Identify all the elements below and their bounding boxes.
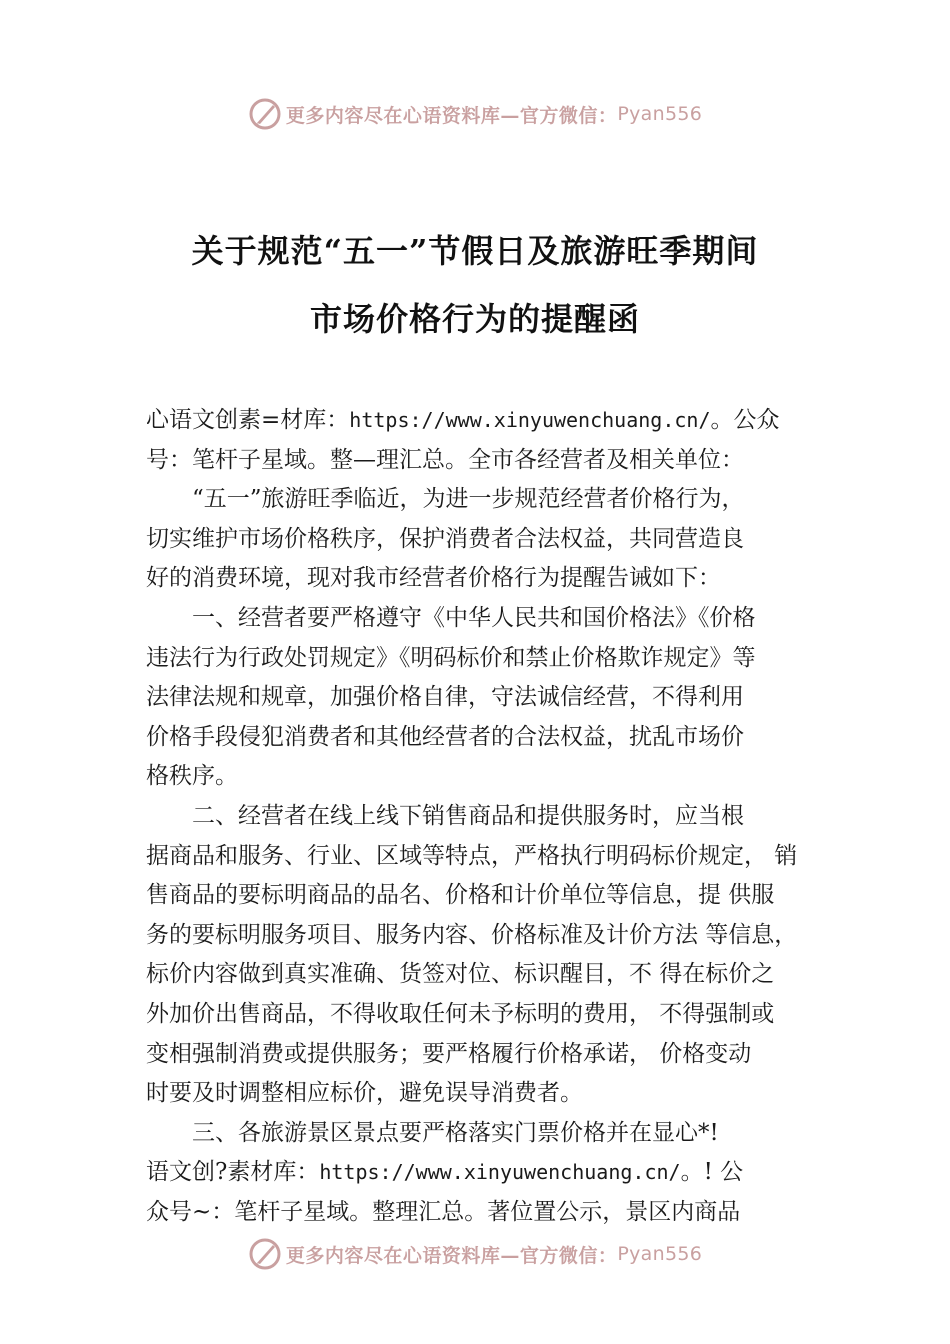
footer-banner bbox=[0, 1232, 950, 1276]
body-line: 变相强制消费或提供服务；要严格履行价格承诺， 价格变动 bbox=[146, 1040, 752, 1067]
body-line: 售商品的要标明商品的品名、价格和计价单位等信息，提 供服 bbox=[146, 882, 775, 909]
footer-banner-text: 更多内容尽在心语资料库—官方微信： bbox=[285, 1244, 618, 1267]
body-line: 时要及时调整相应标价，避免误导消费者。 bbox=[146, 1080, 583, 1107]
body-line: 三、各旅游景区景点要严格落实门票价格并在显心*! bbox=[192, 1119, 719, 1146]
body-line: 务的要标明服务项目、服务内容、价格标准及计价方法 等信息， bbox=[146, 921, 798, 948]
document-body bbox=[146, 401, 836, 1232]
body-line: 标价内容做到真实准确、货签对位、标识醒目，不 得在标价之 bbox=[146, 961, 775, 988]
body-line: “五一”旅游旺季临近，为进一步规范经营者价格行为， bbox=[192, 486, 745, 513]
url-text: https://www.xinyuwenchuang.cn/ bbox=[319, 1160, 681, 1185]
body-line: 心语文创素=材库：https://www.xinyuwenchuang.cn/。公众 bbox=[146, 407, 780, 433]
document-title-line-2: 市场价格行为的提醒函 bbox=[309, 300, 640, 338]
quill-pen-logo-icon bbox=[248, 1237, 282, 1271]
document-title-line-1: 关于规范“五一”节假日及旅游旺季期间 bbox=[191, 232, 759, 270]
body-line: 众号~：笔杆子星域。整理汇总。著位置公示，景区内商品 bbox=[146, 1198, 741, 1225]
body-line: 违法行为行政处罚规定》《明码标价和禁止价格欺诈规定》等 bbox=[146, 644, 756, 671]
body-line: 外加价出售商品，不得收取任何未予标明的费用， 不得强制或 bbox=[146, 1000, 775, 1027]
body-line: 二、经营者在线上线下销售商品和提供服务时，应当根 bbox=[192, 802, 744, 829]
body-line: 好的消费环境，现对我市经营者价格行为提醒告诫如下： bbox=[146, 565, 721, 592]
body-line: 据商品和服务、行业、区域等特点，严格执行明码标价规定， 销 bbox=[146, 842, 798, 869]
body-line: 语文创?素材库：https://www.xinyuwenchuang.cn/。! 公 bbox=[146, 1159, 744, 1186]
body-line: 格秩序。 bbox=[146, 763, 238, 790]
url-text: https://www.xinyuwenchuang.cn/ bbox=[349, 408, 711, 432]
banner-text: 更多内容尽在心语资料库—官方微信： bbox=[285, 104, 618, 127]
quill-pen-logo-icon bbox=[248, 97, 282, 131]
banner-wechat-handle: Pyan556 bbox=[617, 103, 703, 125]
header-banner bbox=[0, 92, 950, 136]
body-line: 价格手段侵犯消费者和其他经营者的合法权益，扰乱市场价 bbox=[146, 723, 744, 750]
body-line: 切实维护市场价格秩序，保护消费者合法权益，共同营造良 bbox=[146, 525, 744, 552]
body-line: 法律法规和规章，加强价格自律，守法诚信经营，不得利用 bbox=[146, 684, 744, 711]
body-line: 一、经营者要严格遵守《中华人民共和国价格法》《价格 bbox=[192, 604, 756, 631]
footer-banner-wechat-handle: Pyan556 bbox=[617, 1243, 703, 1265]
body-line: 号：笔杆子星域。整—理汇总。全市各经营者及相关单位： bbox=[146, 446, 744, 473]
